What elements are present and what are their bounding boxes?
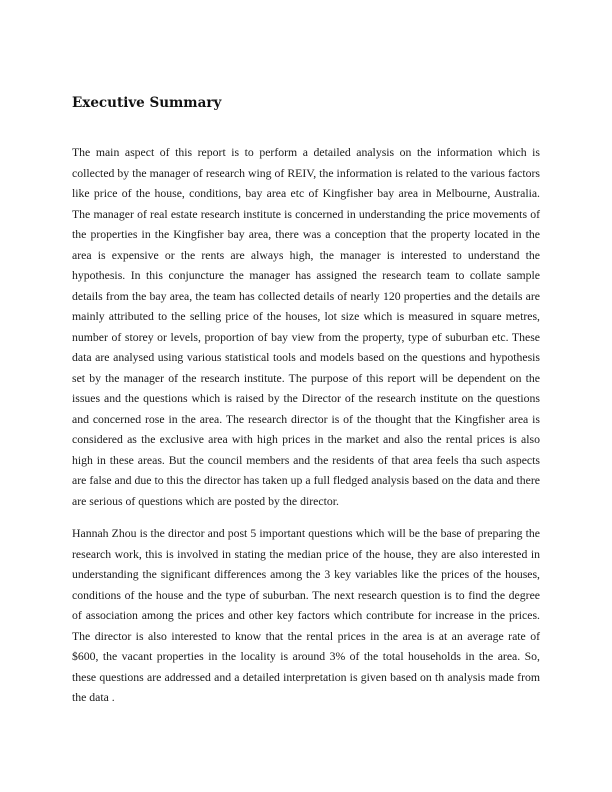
section-heading: Executive Summary	[72, 95, 222, 111]
paragraph-introduction: The main aspect of this report is to perform a detailed analysis on the information which is collected by the manager of research wing of REIV, the information is related to the various factors like price of the house, conditions, bay area etc of Kingfisher bay area in Melbourne, Australia. The manager of real estate research institute is concerned in understanding the price movements of the properties in the Kingfisher bay area, there was a conception that the property located in the area is expensive or the rents are always high, the manager is interested to understand the hypothesis. In this conjuncture the manager has assigned the research team to collate sample details from the bay area, the team has collected details of nearly 120 properties and the details are mainly attributed to the selling price of the houses, lot size which is measured in square metres, number of storey or levels, proportion of bay view from the property, type of suburban etc. These data are analysed using various statistical tools and models based on the questions and hypothesis set by the manager of the research institute. The purpose of this report will be dependent on the issues and the questions which is raised by the Director of the research institute on the questions and concerned rose in the area. The research director is of the thought that the Kingfisher area is considered as the exclusive area with high prices in the market and also the rental prices is also high in these areas. But the council members and the residents of that area feels tha such aspects are false and due to this the director has taken up a full fledged analysis based on the data and there are serious of questions which are posted by the director.	[72, 146, 540, 508]
paragraph-research-questions: Hannah Zhou is the director and post 5 important questions which will be the base of preparing the research work, this is involved in stating the median price of the house, they are also interested in understanding the significant differences among the 3 key variables like the prices of the houses, conditions of the house and the type of suburban. The next research question is to find the degree of association among the prices and other key factors which contribute for increase in the prices. The director is also interested to know that the rental prices in the area is at an average rate of $600, the vacant properties in the locality is around 3% of the total households in the area. So, these questions are addressed and a detailed interpretation is given based on th analysis made from the data .	[72, 527, 540, 704]
